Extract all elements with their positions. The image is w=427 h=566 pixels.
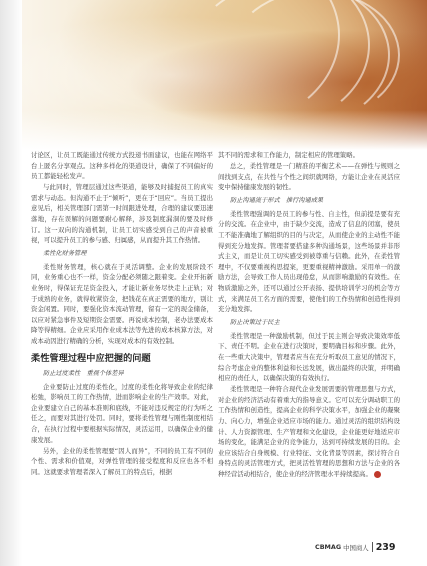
subheading: 防止沟通流于形式 推行沟通成果 <box>230 196 324 204</box>
paragraph: 总之，柔性管理是一门精准的平衡艺术——在弹性与规则之间找到支点，在共性与个性之间织就网络，方能让企业在灵活应变中保持健康发展的韧性。 <box>218 162 400 192</box>
article-end-icon <box>374 471 381 478</box>
right-column <box>218 150 400 480</box>
paragraph: 企业要防止过度的柔性化，过度的柔性化将导致企业的纪律松弛，影响员工的工作热情，进而影响企业的生产效率。对此，企业要建立自己的基本准则和底线，不能对违反规定的行为听之任之，而要对其进行处罚。同时，要将柔性管理与刚性制度相结合，在执行过程中要根据实际情况，灵活运用，以确保企业的健康发展。 <box>31 382 213 444</box>
photo-fade <box>0 110 427 150</box>
paragraph: 柔性管理强调的是员工的参与性、自主性，但前提是要有充分的交流。在企业中，由于缺少交流，造成了信息的闭塞，使员工不能准确地了解组织的目的与决定，从而使企业的主动性不能得到充分地发挥。管理者要搭建多种沟通场景，这些场景并非形式主义，而是让员工切实感受到被尊重与信赖。此外，在柔性管理中，不仅要重视构思提案，更要重视精神激励。采用单一的激励方法，会导致工作人员出现倦怠，从而影响激励的有效性。在物质激励之外，还可以通过公开表扬、提供培训学习的机会等方式，来满足员工名方面的需要，使他们的工作热情和创造性得到充分地发挥。 <box>218 209 400 314</box>
paragraph <box>218 384 400 479</box>
paragraph: 柔性财务管理，核心就在于灵活调整。企业的发展阶段不同，业务重心也不一样，资金分配必须随之跟着变。企业开拓新业务时，得保证充足资金投入，才能让新业务尽快走上正轨；对于成熟的业务，就得收紧资金，把钱花在真正需要的地方，别让资金闲置。同时，要强化资本流动管理，留有一定的现金储备，以应对紧急事件及短期资金需要。再说成本控制，老办法要成本降等得精细。企业应采用作业成本法等先进的成本核算方法，对成本动因进行精确的分析，实现对成本的有效控制。 <box>31 262 213 345</box>
magazine-name: 中国商人 <box>343 543 369 552</box>
left-column <box>31 150 213 478</box>
footer-divider <box>372 542 373 552</box>
subheading: 防止过度柔性 重视个体差异 <box>43 369 124 377</box>
paragraph: 讨论区，让员工既能通过传统方式投递书面建议，也能在网络平台上匿名分享观点。这种多样化的渠道设计，确保了不同偏好的员工都能轻松发声。 <box>31 151 213 181</box>
subheading: 柔性化财务管理 <box>43 249 87 257</box>
paragraph: 柔性管理是一种激励机制，但过于民主则会导致决策效率低下、责任不明。企业在进行决策时，要明确目标和步骤。此外，在一些重大决策中，管理者应当在充分听取员工意见的情况下，综合考虑企业的整体利益和长远发展，做出最终的决策，并明确相应的责任人，以确保决策的有效执行。 <box>218 331 400 383</box>
paragraph: 其不同的需求和工作能力，制定相应的管理策略。 <box>218 151 360 159</box>
page-number: 239 <box>375 541 396 553</box>
paragraph: 与此同时，管理层通过这些渠道，能够及时捕捉员工的真实需求与动态。但沟通不止于“倾听”，更在于“回应”。当员工提出意见后，相关管理部门需第一时间跟进处理，合理的建议要迅速落地，存在误解的问题要耐心解释，涉及制度漏洞的要及时修订。这一双向的沟通机制，让员工切实感受到自己的声音被重视，可以提升员工的参与感、归属感，从而提升其工作热情。 <box>31 183 213 245</box>
paragraph-text: 柔性管理是一种符合现代企业发展需要的管理思想与方式，对企业的经济活动有着重大的指导意义。它可以充分调动职工的工作热情和创造性，提高企业的科学决策水平，加强企业的凝聚力、向心力，增强企业适应市场的能力。通过灵活的组织结构设计、人力资源管理、生产管理和文化建设，企业能更好地适应市场的变化，能满足企业的竞争能力，达到可持续发展的目的。企业应该结合自身规模、行业特征、文化背景等因素，探讨符合自身特点的灵活管理方式，把灵活性管理的思想和方法与企业的各种经营活动相结合，使企业的经济管理水平持续提高。 <box>218 385 400 479</box>
magazine-brand: CBMAG <box>315 543 342 551</box>
header-photo <box>0 0 427 150</box>
page-footer <box>315 540 396 554</box>
paragraph: 另外，企业的柔性管理要“因人而异”，不同的员工有不同的个性、需求和价值观，对弹性管理的接受程度和反应也各不相同。这就要求管理者深入了解员工的特点后，根据 <box>31 446 213 476</box>
section-title: 柔性管理过程中应把握的问题 <box>31 352 151 364</box>
subheading: 防止决策过于民主 <box>230 318 280 326</box>
page-gutter <box>0 0 22 566</box>
